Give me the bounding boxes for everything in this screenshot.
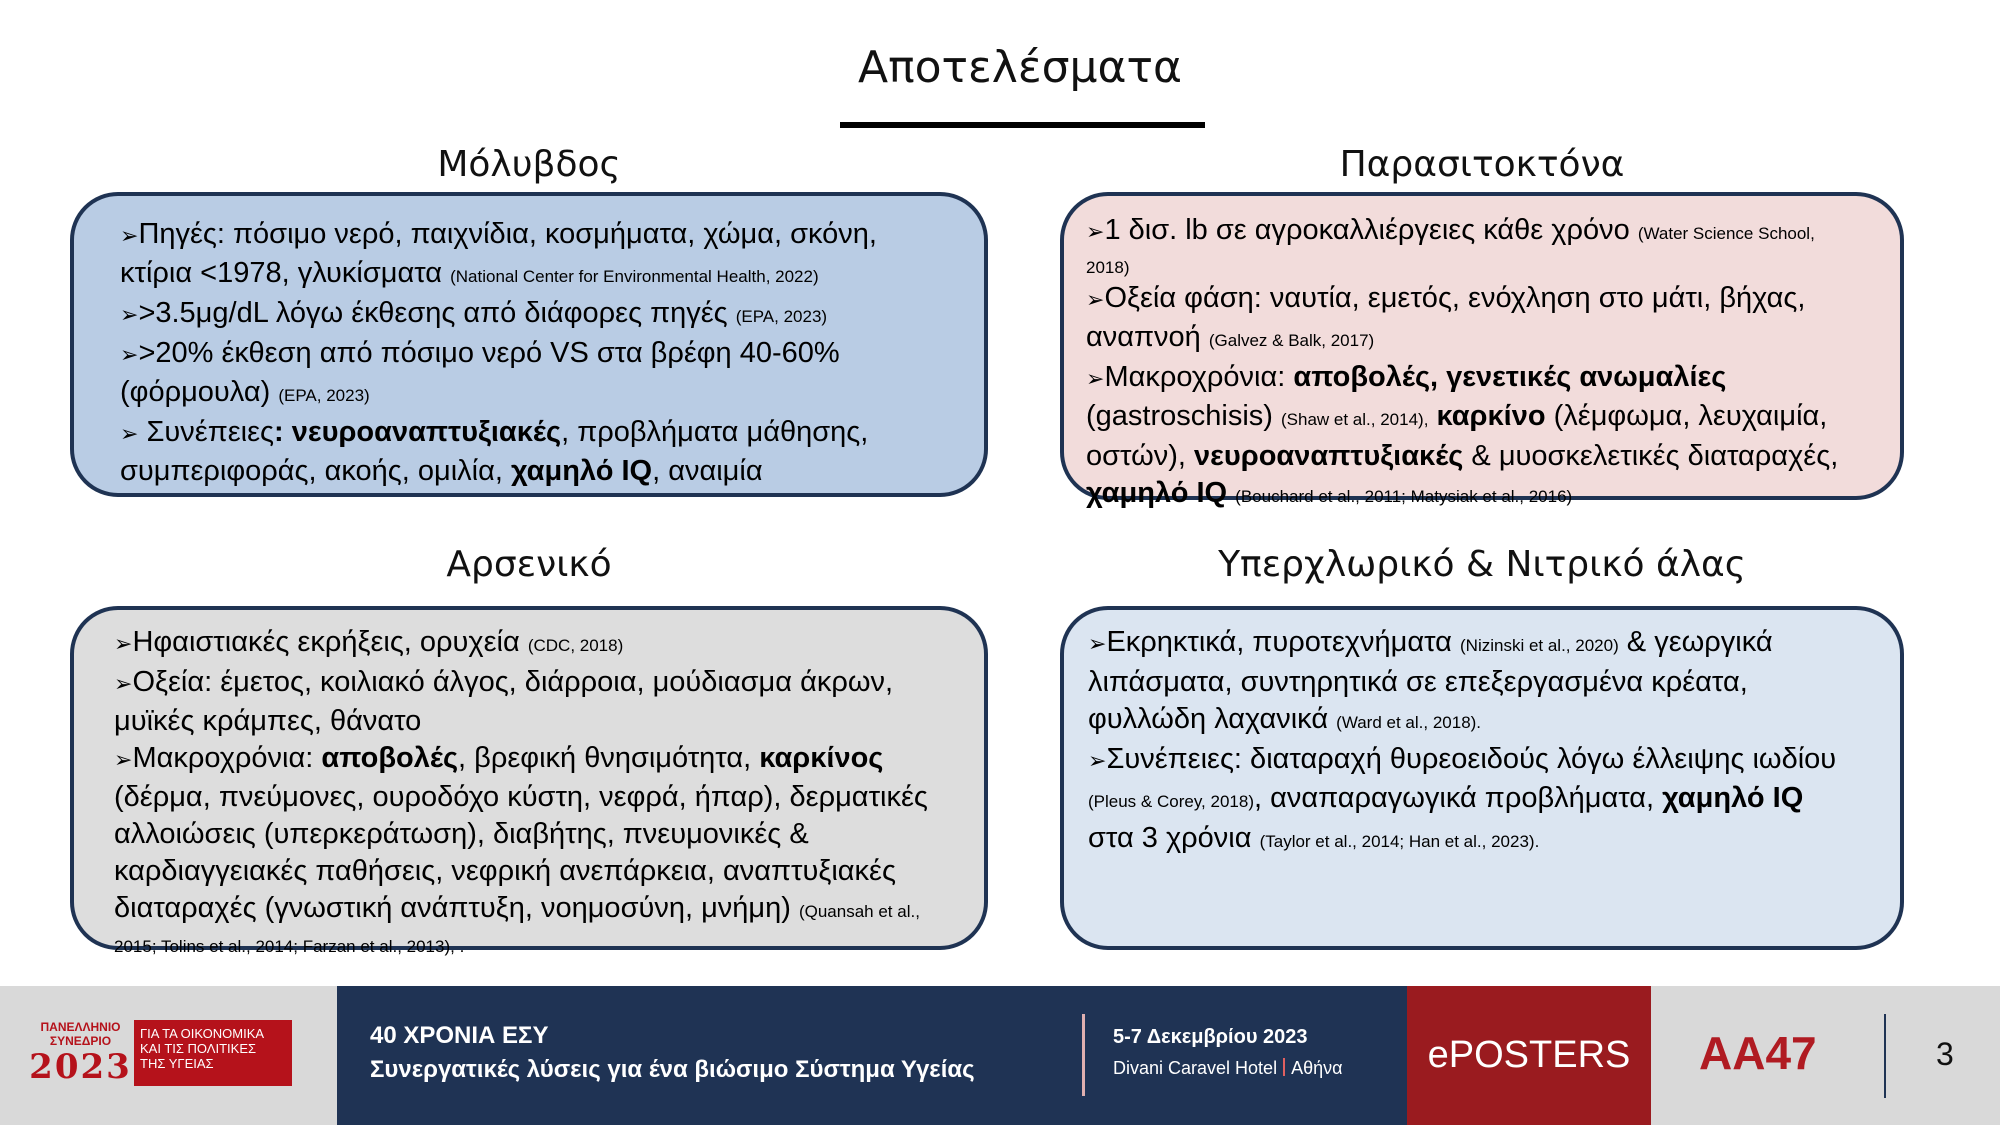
arrow-bullet-icon: ➢ [120,303,139,328]
ars-line-9: 2015; Tolins et al., 2014; Farzan et al., 2013), . [114,937,465,956]
nit-heading: Υπερχλωρικό & Νιτρικό άλας [1218,544,1746,585]
logo-red-panel: ΓΙΑ ΤΑ ΟΙΚΟΝΟΜΙΚΑ ΚΑΙ ΤΙΣ ΠΟΛΙΤΙΚΕΣ ΤΗΣ ΥΓΕΙΑΣ [134,1020,292,1086]
lead-line-7: συμπεριφοράς, ακοής, ομιλία, χαμηλό IQ, αναιμία [120,455,763,487]
poster-code-panel [1651,986,2000,1125]
ars-heading: Αρσενικό [446,544,612,585]
arrow-bullet-icon: ➢ [114,672,133,697]
arrow-bullet-icon: ➢ [120,224,139,249]
page-title: Αποτελέσματα [858,42,1182,93]
lead-line-4: ➢>20% έκθεση από πόσιμο νερό VS στα βρέφη 40-60% [120,337,840,369]
ars-box [70,606,988,956]
arrow-bullet-icon: ➢ [114,632,133,657]
nit-line-6: στα 3 χρόνια (Taylor et al., 2014; Han et al., 2023). [1088,822,1540,854]
arrow-bullet-icon: ➢ [114,748,133,773]
logo-text-second: ΣΥΝΕΔΡΙΟ [49,1034,112,1048]
nit-line-3: φυλλώδη λαχανικά (Ward et al., 2018). [1088,703,1482,735]
arrow-bullet-icon: ➢ [1086,367,1105,392]
lead-line-6: ➢ Συνέπειες: νευροαναπτυξιακές, προβλήματα μάθησης, [120,416,869,448]
footer-venue: Divani Caravel Hotel Αθήνα [1113,1058,1343,1078]
pest-line-6: (gastroschisis) (Shaw et al., 2014), καρκίνο (λέμφωμα, λευχαιμία, [1086,400,1828,432]
pest-line-2: 2018) [1086,258,1130,277]
code-divider [1884,1014,1886,1098]
pest-line-4: αναπνοή (Galvez & Balk, 2017) [1086,321,1375,353]
lead-line-3: ➢>3.5μg/dL λόγω έκθεσης από διάφορες πηγές (EPA, 2023) [120,297,828,329]
eposters-label: ePOSTERS [1407,986,1651,1125]
pest-box [1060,192,1904,509]
pest-line-1: ➢1 δισ. lb σε αγροκαλλιέργειες κάθε χρόνο (Water Science School, [1086,214,1815,246]
footer-tagline-subtitle: Συνεργατικές λύσεις για ένα βιώσιμο Σύστημα Υγείας [370,1056,975,1083]
lead-line-2: κτίρια <1978, γλυκίσματα (National Center for Environmental Health, 2022) [120,257,819,289]
ars-line-1: ➢Ηφαιστιακές εκρήξεις, ορυχεία (CDC, 2018) [114,626,624,658]
poster-code: AA47 [1699,1027,1817,1079]
pest-heading: Παρασιτοκτόνα [1339,144,1625,185]
nit-line-4: ➢Συνέπειες: διαταραχή θυρεοειδούς λόγω έλλειψης ιωδίου [1088,743,1837,775]
nit-box [1060,606,1904,950]
footer-tagline-title: 40 ΧΡΟΝΙΑ ΕΣΥ [370,1022,549,1049]
logo-text-top: ΠΑΝΕΛΛΗΝΙΟ [40,1020,121,1034]
nit-line-2: λιπάσματα, συντηρητικά σε επεξεργασμένα κρέατα, [1088,666,1748,698]
footer-date: 5-7 Δεκεμβρίου 2023 [1113,1026,1308,1048]
lead-line-5: (φόρμουλα) (EPA, 2023) [120,376,370,408]
arrow-bullet-icon: ➢ [120,422,139,447]
pest-line-3: ➢Οξεία φάση: ναυτία, εμετός, ενόχληση στο μάτι, βήχας, [1086,282,1806,314]
logo-year: 2023 [29,1047,132,1087]
ars-line-5: (δέρμα, πνεύμονες, ουροδόχο κύστη, νεφρά, ήπαρ), δερματικές [114,781,928,813]
page-number: 3 [1936,1036,1954,1072]
nit-line-1: ➢Εκρηκτικά, πυροτεχνήματα (Nizinski et al., 2020) & γεωργικά [1088,626,1773,658]
lead-box [70,192,988,497]
ars-line-3: μυϊκές κράμπες, θάνατο [114,705,422,737]
lead-line-1: ➢Πηγές: πόσιμο νερό, παιχνίδια, κοσμήματα, χώμα, σκόνη, [120,218,877,250]
footer-banner [0,986,2000,1125]
arrow-bullet-icon: ➢ [1086,288,1105,313]
ars-line-8: διαταραχές (γνωστική ανάπτυξη, νοημοσύνη, μνήμη) (Quansah et al., [114,892,920,924]
ars-line-4: ➢Μακροχρόνια: αποβολές, βρεφική θνησιμότητα, καρκίνος [114,742,884,774]
venue-separator [1283,1058,1285,1076]
title-underline [840,122,1205,128]
footer-divider [1082,1014,1085,1096]
ars-line-7: καρδιαγγειακές παθήσεις, νεφρική ανεπάρκεια, αναπτυξιακές [114,855,896,887]
pest-line-7: οστών), νευροαναπτυξιακές & μυοσκελετικές διαταραχές, [1086,440,1839,472]
pest-line-5: ➢Μακροχρόνια: αποβολές, γενετικές ανωμαλίες [1086,361,1727,393]
lead-heading: Μόλυβδος [437,144,621,185]
arrow-bullet-icon: ➢ [1088,749,1107,774]
arrow-bullet-icon: ➢ [1086,220,1105,245]
pest-line-8: χαμηλό IQ (Bouchard et al., 2011; Matysiak et al., 2016) [1086,477,1573,509]
arrow-bullet-icon: ➢ [1088,632,1107,657]
nit-line-5: (Pleus & Corey, 2018), αναπαραγωγικά προβλήματα, χαμηλό IQ [1088,782,1804,814]
conference-logo [0,986,337,1125]
footer-tagline-panel [337,986,1407,1125]
arrow-bullet-icon: ➢ [120,343,139,368]
ars-line-2: ➢Οξεία: έμετος, κοιλιακό άλγος, διάρροια, μούδιασμα άκρων, [114,666,894,698]
ars-line-6: αλλοιώσεις (υπερκεράτωση), διαβήτης, πνευμονικές & [114,818,809,850]
